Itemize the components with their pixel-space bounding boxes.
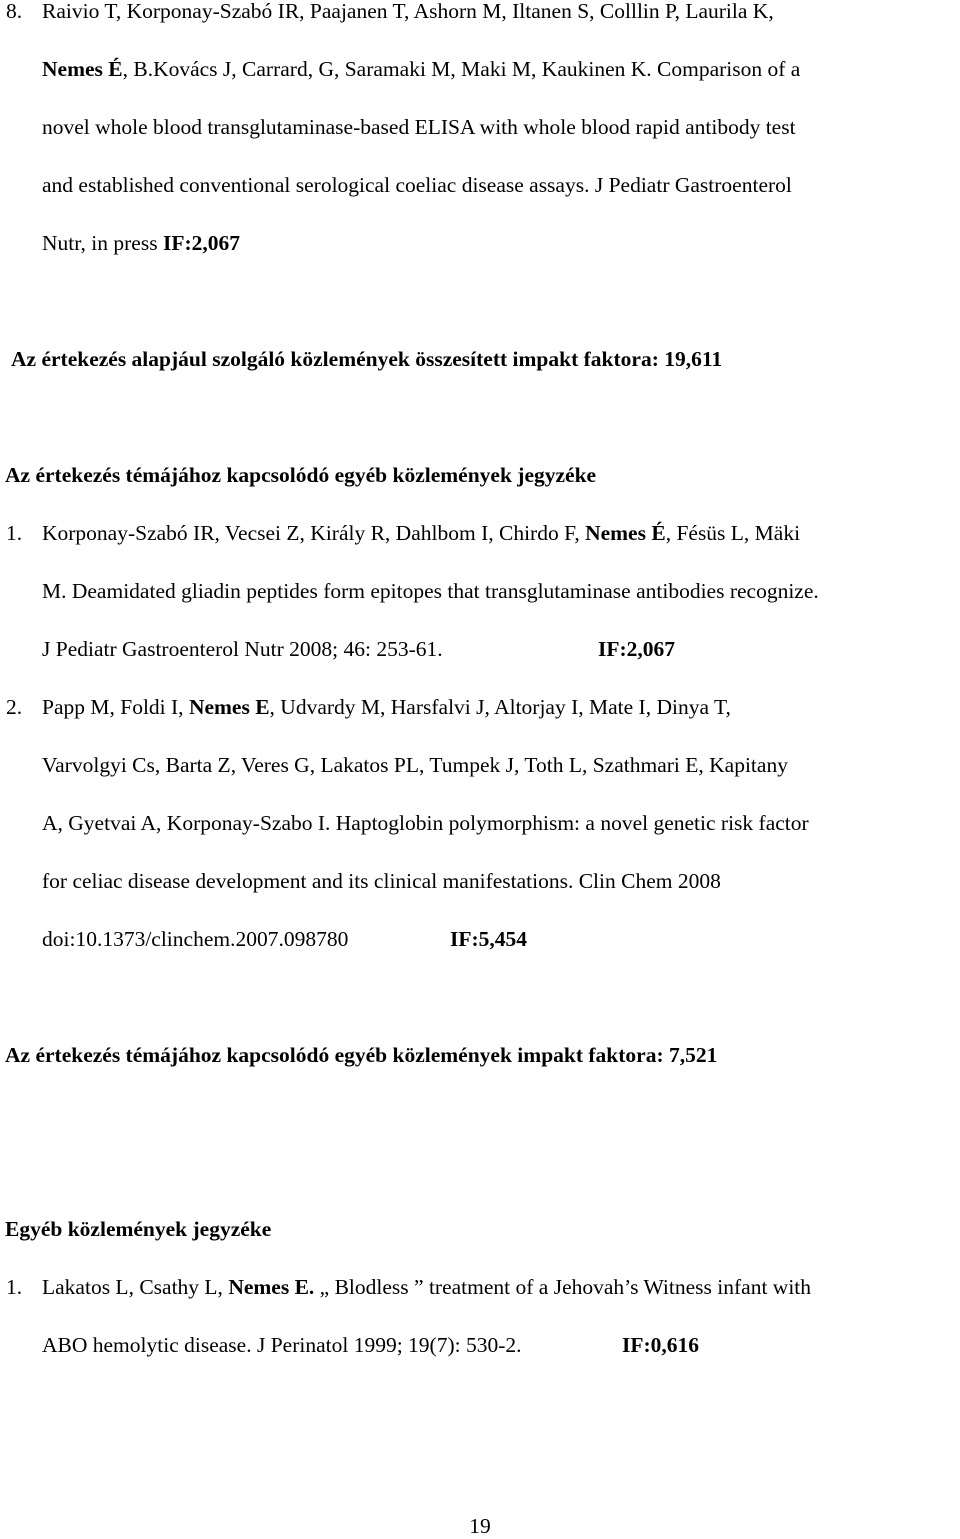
- reference-line: [42, 1332, 956, 1358]
- related-impact-factor: Az értekezés témájához kapcsolódó egyéb közlemények impakt faktora: 7,521: [5, 1043, 718, 1067]
- section-heading: Egyéb közlemények jegyzéke: [5, 1217, 272, 1241]
- reference-line: [42, 230, 956, 256]
- page-number: 19: [469, 1514, 491, 1538]
- summary-impact-factor: Az értekezés alapjául szolgáló közlemények összesített impakt faktora: 19,611: [11, 347, 723, 371]
- reference-text: Korponay-Szabó IR, Vecsei Z, Király R, Dahlbom I, Chirdo F,: [42, 521, 586, 545]
- entry-number: 8.: [6, 0, 23, 23]
- entry-number: 2.: [6, 695, 23, 719]
- reference-line: [42, 0, 956, 24]
- text-word: Raivio T, Korponay-Szabó IR, Paajanen T, Ashorn M, Iltanen S, Colllin P, Laurila K,: [42, 0, 774, 23]
- reference-line: [42, 1274, 956, 1300]
- highlighted-author: Nemes E.: [228, 1275, 315, 1299]
- reference-line: M. Deamidated gliadin peptides form epitopes that transglutaminase antibodies recognize.: [42, 579, 819, 603]
- reference-line: [42, 926, 956, 952]
- reference-line: [42, 694, 956, 720]
- reference-text: „ Blodless ” treatment of a Jehovah’s Witness infant with: [314, 1275, 812, 1299]
- entry-number: 1.: [6, 1275, 23, 1299]
- impact-factor: IF:2,067: [598, 637, 676, 661]
- reference-text: doi:10.1373/clinchem.2007.098780: [42, 927, 349, 951]
- reference-line: novel whole blood transglutaminase-based ELISA with whole blood rapid antibody test: [42, 115, 796, 139]
- impact-factor: IF:0,616: [622, 1333, 700, 1357]
- reference-text: J Pediatr Gastroenterol Nutr 2008; 46: 253-61.: [42, 637, 443, 661]
- reference-line: and established conventional serological coeliac disease assays. J Pediatr Gastroenterol: [42, 173, 792, 197]
- reference-text: , Fésüs L, Mäki: [665, 521, 801, 545]
- reference-line: [42, 520, 956, 546]
- reference-line: Varvolgyi Cs, Barta Z, Veres G, Lakatos PL, Tumpek J, Toth L, Szathmari E, Kapitany: [42, 753, 788, 777]
- reference-line: [42, 56, 956, 82]
- reference-line: A, Gyetvai A, Korponay-Szabo I. Haptoglobin polymorphism: a novel genetic risk factor: [42, 811, 809, 835]
- reference-line: for celiac disease development and its clinical manifestations. Clin Chem 2008: [42, 869, 721, 893]
- reference-line: [42, 636, 956, 662]
- reference-text: , Udvardy M, Harsfalvi J, Altorjay I, Mate I, Dinya T,: [269, 695, 731, 719]
- reference-text: , B.Kovács J, Carrard, G, Saramaki M, Maki M, Kaukinen K. Comparison of a: [122, 57, 801, 81]
- section-heading: Az értekezés témájához kapcsolódó egyéb közlemények jegyzéke: [5, 463, 597, 487]
- reference-text: Lakatos L, Csathy L,: [42, 1275, 229, 1299]
- highlighted-author: Nemes É: [42, 57, 123, 81]
- reference-text: Nutr, in press: [42, 231, 163, 255]
- entry-number: 1.: [6, 521, 23, 545]
- highlighted-author: Nemes E: [188, 695, 270, 719]
- impact-factor: IF:2,067: [162, 231, 241, 255]
- impact-factor: IF:5,454: [450, 927, 528, 951]
- reference-text: ABO hemolytic disease. J Perinatol 1999; 19(7): 530-2.: [42, 1333, 522, 1357]
- highlighted-author: Nemes É: [585, 521, 666, 545]
- reference-text: Papp M, Foldi I,: [42, 695, 189, 719]
